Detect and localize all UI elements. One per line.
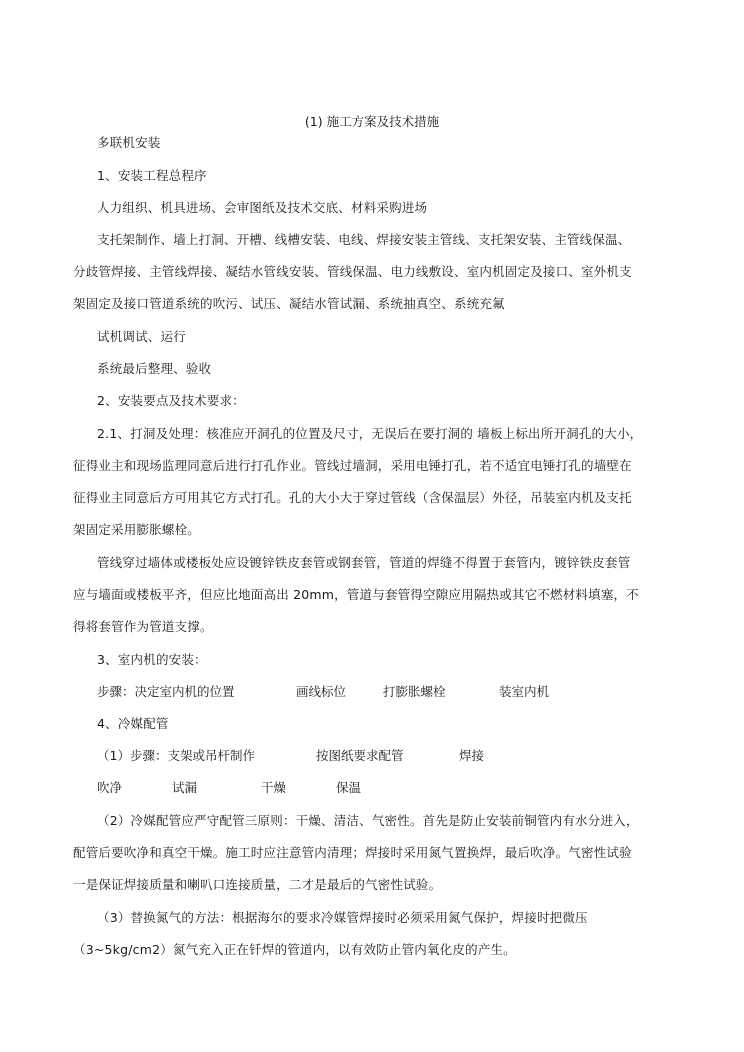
s3-heading: 3、室内机的安装： <box>97 652 207 667</box>
s1-line1: 人力组织、机具进场、会审图纸及技术交底、材料采购进场 <box>97 200 428 215</box>
s4-p2-line1: （2）冷媒配管应严守配管三原则：干燥、清洁、气密性。首先是防止安装前铜管内有水分进入， <box>97 813 639 828</box>
s4-step-b2: 试漏 <box>172 780 198 795</box>
s1-line3: 试机调试、运行 <box>97 329 186 344</box>
s4-step-b3: 干燥 <box>261 780 287 795</box>
s1-p2-line3: 架固定及接口管道系统的吹污、试压、凝结水管试漏、系统抽真空、系统充氟 <box>73 296 505 311</box>
s3-step-4: 装室内机 <box>499 684 550 699</box>
s3-step-1: 步骤：决定室内机的位置 <box>97 684 235 699</box>
s4-step-a3: 焊接 <box>459 748 485 763</box>
s2-p1-line1: 2.1、打洞及处理：核准应开洞孔的位置及尺寸，无误后在要打洞的 墙板上标出所开洞孔的大小， <box>97 426 643 441</box>
s4-p3-line1: （3）替换氮气的方法：根据海尔的要求冷媒管焊接时必须采用氮气保护，焊接时把微压 <box>97 910 588 925</box>
s4-p3-line2: （3~5kg/cm2）氮气充入正在钎焊的管道内，以有效防止管内氧化皮的产生。 <box>73 942 516 957</box>
s3-step-3: 打膨胀螺栓 <box>383 684 446 699</box>
s1-p2-line1: 支托架制作、墙上打洞、开槽、线槽安装、电线、焊接安装主管线、支托架安装、主管线保温、 <box>97 232 631 247</box>
page-title: (1) 施工方案及技术措施 <box>304 114 440 129</box>
s1-line4: 系统最后整理、验收 <box>97 361 212 376</box>
s4-step-a2: 按图纸要求配管 <box>316 748 404 763</box>
s4-step-b4: 保温 <box>336 780 362 795</box>
s2-p2-line3: 得将套管作为管道支撑。 <box>73 619 213 634</box>
s2-p1-line2: 征得业主和现场监理同意后进行打孔作业。管线过墙洞，采用电锤打孔，若不适宜电锤打孔的墙壁在 <box>73 458 632 473</box>
s4-step-a1: （1）步骤：支架或吊杆制作 <box>97 748 255 763</box>
s4-p2-line3: 一是保证焊接质量和喇叭口连接质量，二才是最后的气密性试验。 <box>73 877 442 892</box>
s2-heading: 2、安装要点及技术要求： <box>97 393 245 408</box>
s2-p1-line4: 架固定采用膨胀螺栓。 <box>73 522 201 537</box>
s4-p2-line2: 配管后要吹净和真空干燥。施工时应注意管内清理；焊接时采用氮气置换焊，最后吹净。气密性试验 <box>73 845 632 860</box>
s2-p2-line2: 应与墙面或楼板平齐，但应比地面高出 20mm，管道与套管得空隙应用隔热或其它不燃材料填塞，不 <box>73 587 639 602</box>
s4-heading: 4、冷媒配管 <box>97 716 169 731</box>
s1-heading: 1、安装工程总程序 <box>97 168 207 183</box>
s4-step-b1: 吹净 <box>97 780 123 795</box>
section-heading: 多联机安装 <box>97 135 161 150</box>
s3-step-2: 画线标位 <box>296 684 347 699</box>
s2-p1-line3: 征得业主同意后方可用其它方式打孔。孔的大小大于穿过管线（含保温层）外径，吊装室内机及支托 <box>73 490 632 505</box>
s1-p2-line2: 分歧管焊接、主管线焊接、凝结水管线安装、管线保温、电力线敷设、室内机固定及接口、室外机支 <box>73 264 632 279</box>
s2-p2-line1: 管线穿过墙体或楼板处应设镀锌铁皮套管或钢套管，管道的焊缝不得置于套管内，镀锌铁皮套管 <box>97 555 631 570</box>
